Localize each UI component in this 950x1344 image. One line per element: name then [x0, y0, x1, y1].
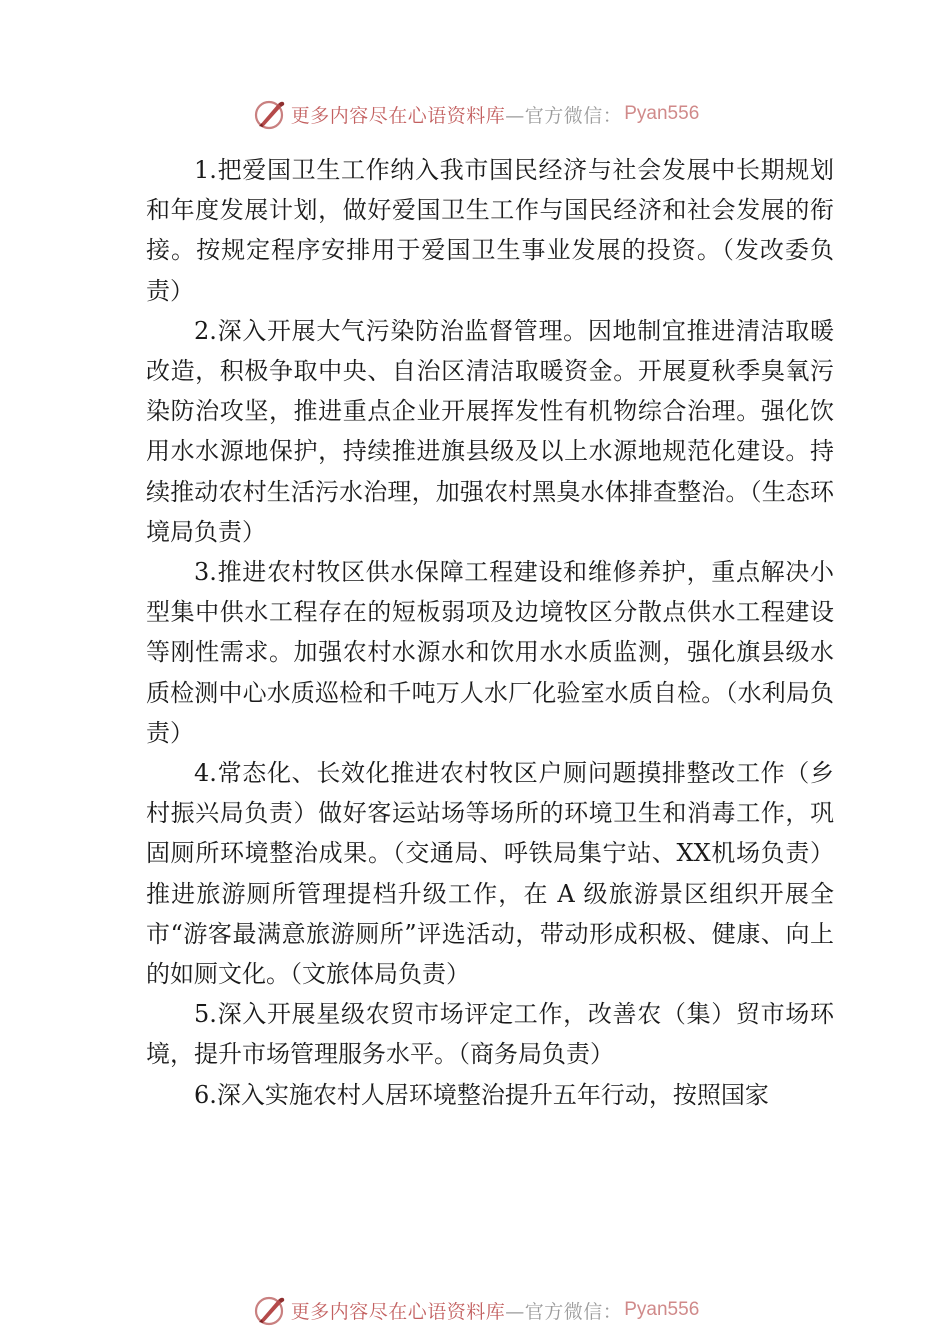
- quill-pen-icon: [251, 1292, 287, 1328]
- footer-watermark: [0, 1290, 950, 1330]
- header-watermark: [0, 94, 950, 134]
- paragraph-6: 6.深入实施农村人居环境整治提升五年行动，按照国家: [194, 1080, 769, 1109]
- watermark-separator: —官方微信：: [505, 1300, 623, 1323]
- paragraph-3: 3.推进农村牧区供水保障工程建设和维修养护，重点解决小型集中供水工程存在的短板弱项及边境牧区分散点供水工程建设等刚性需求。加强农村水源水和饮用水水质监测，强化旗县级水质检测中心水质巡检和千吨万人水厂化验室水质自检。（水利局负责）: [146, 558, 834, 747]
- watermark-account-id: Pyan556: [624, 1299, 700, 1320]
- quill-pen-icon: [251, 96, 287, 132]
- paragraph-5: 5.深入开展星级农贸市场评定工作，改善农（集）贸市场环境，提升市场管理服务水平。（商务局负责）: [146, 1000, 834, 1069]
- watermark-account-id: Pyan556: [624, 103, 700, 124]
- paragraph-1: 1.把爱国卫生工作纳入我市国民经济与社会发展中长期规划和年度发展计划，做好爱国卫生工作与国民经济和社会发展的衔接。按规定程序安排用于爱国卫生事业发展的投资。（发改委负责）: [146, 156, 834, 305]
- paragraph-4: 4.常态化、长效化推进农村牧区户厕问题摸排整改工作（乡村振兴局负责）做好客运站场等场所的环境卫生和消毒工作，巩固厕所环境整治成果。（交通局、呼铁局集宁站、XX机场负责）推进旅游厕所管理提档升级工作，在 A 级旅游景区组织开展全市“游客最满意旅游厕所”评选活动，带动形成积极、健康、向上的如厕文化。（文旅体局负责）: [146, 759, 834, 989]
- watermark-brand-text: 更多内容尽在心语资料库: [290, 1300, 506, 1323]
- watermark-separator: —官方微信：: [505, 104, 623, 127]
- paragraph-2: 2.深入开展大气污染防治监督管理。因地制宜推进清洁取暖改造，积极争取中央、自治区清洁取暖资金。开展夏秋季臭氧污染防治攻坚，推进重点企业开展挥发性有机物综合治理。强化饮用水水源地保护，持续推进旗县级及以上水源地规范化建设。持续推动农村生活污水治理，加强农村黑臭水体排查整治。（生态环境局负责）: [146, 316, 834, 546]
- watermark-brand-text: 更多内容尽在心语资料库: [290, 104, 506, 127]
- document-body: [146, 150, 834, 1115]
